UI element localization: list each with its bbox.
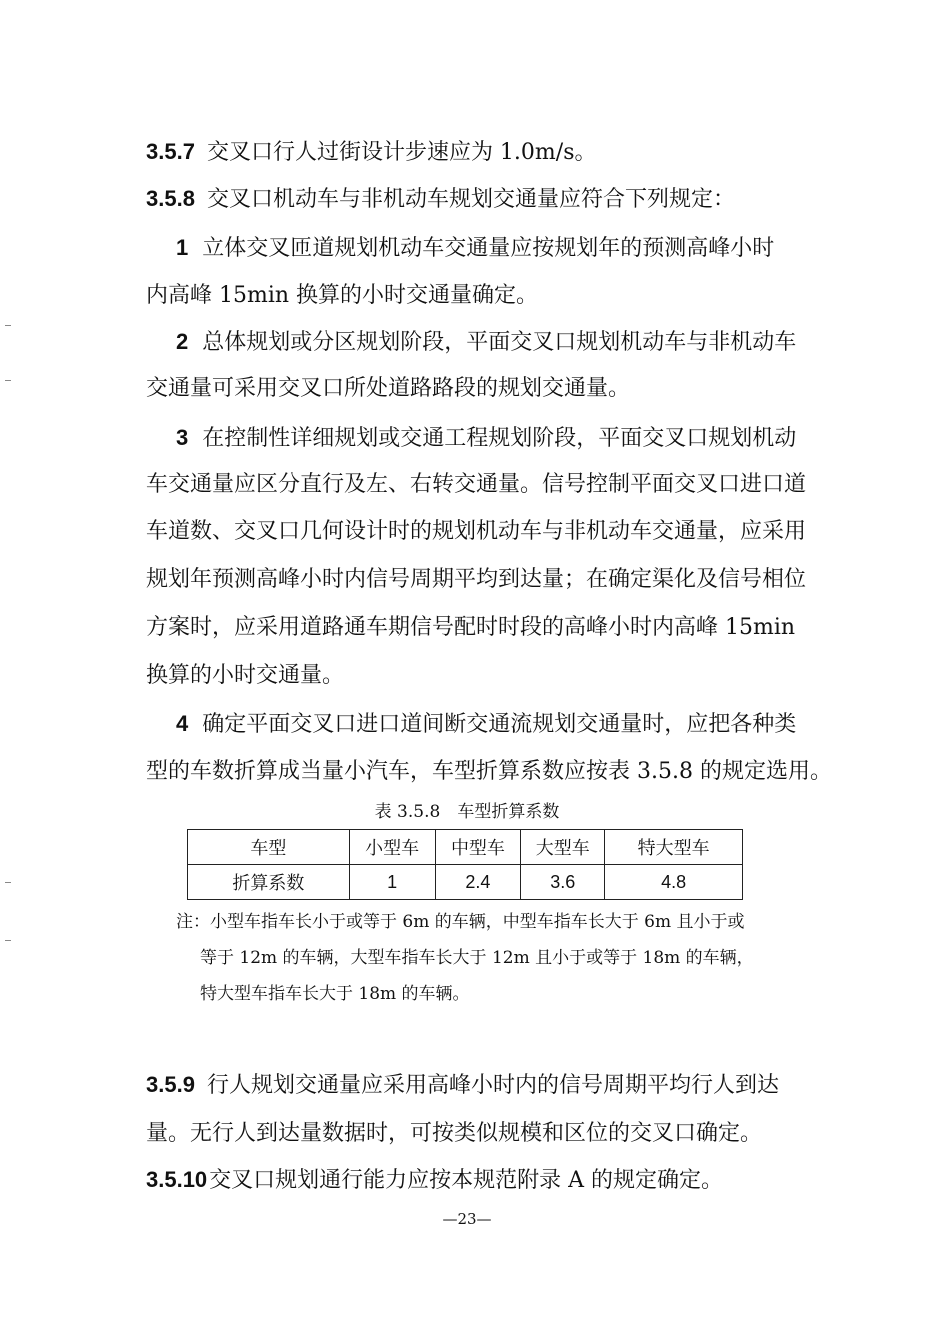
item-3-line-3: 车道数、交叉口几何设计时的规划机动车与非机动车交通量，应采用 bbox=[146, 519, 807, 544]
clause-3-5-7 bbox=[146, 137, 796, 168]
scan-speck bbox=[5, 325, 11, 326]
item-number: 3 bbox=[176, 425, 189, 450]
table-header-cell: 小型车 bbox=[349, 830, 435, 865]
clause-text: 交叉口机动车与非机动车规划交通量应符合下列规定： bbox=[206, 187, 735, 212]
table-row bbox=[188, 865, 743, 900]
clause-3-5-10 bbox=[146, 1165, 796, 1196]
item-4-line-2: 型的车数折算成当量小汽车，车型折算系数应按表 3.5.8 的规定选用。 bbox=[146, 759, 832, 784]
clause-number: 3.5.7 bbox=[146, 139, 195, 164]
item-3-line-5: 方案时，应采用道路通车期信号配时时段的高峰小时内高峰 15min bbox=[146, 615, 796, 640]
page-number: —23— bbox=[442, 1210, 492, 1228]
table-cell: 折算系数 bbox=[188, 865, 350, 900]
item-number: 1 bbox=[176, 235, 189, 260]
table-header-cell: 中型车 bbox=[435, 830, 521, 865]
table-header-cell: 车型 bbox=[188, 830, 350, 865]
clause-number: 3.5.10 bbox=[146, 1167, 208, 1192]
clause-number: 3.5.8 bbox=[146, 186, 195, 211]
scan-speck bbox=[5, 882, 11, 883]
item-text: 总体规划或分区规划阶段，平面交叉口规划机动车与非机动车 bbox=[202, 330, 797, 355]
table-note-line-3: 特大型车指车长大于 18m 的车辆。 bbox=[200, 984, 470, 1004]
item-2-line-2: 交通量可采用交叉口所处道路路段的规划交通量。 bbox=[146, 376, 631, 401]
clause-number: 3.5.9 bbox=[146, 1072, 195, 1097]
vehicle-conversion-table bbox=[187, 829, 743, 900]
table-header-cell: 大型车 bbox=[521, 830, 605, 865]
table-cell: 3.6 bbox=[521, 865, 605, 900]
clause-text: 交叉口行人过街设计步速应为 1.0m/s。 bbox=[206, 140, 597, 165]
item-3-line-4: 规划年预测高峰小时内信号周期平均到达量；在确定渠化及信号相位 bbox=[146, 567, 807, 592]
clause-3-5-9-line-2: 量。无行人到达量数据时，可按类似规模和区位的交叉口确定。 bbox=[146, 1121, 763, 1146]
table-note-line-1: 注：小型车指车长小于或等于 6m 的车辆，中型车指车长大于 6m 且小于或 bbox=[176, 912, 745, 932]
scan-speck bbox=[5, 380, 11, 381]
table-cell: 2.4 bbox=[435, 865, 521, 900]
item-number: 4 bbox=[176, 711, 189, 736]
item-4-line-1 bbox=[176, 709, 826, 740]
table-cell: 1 bbox=[349, 865, 435, 900]
item-number: 2 bbox=[176, 329, 189, 354]
item-3-line-1 bbox=[176, 423, 826, 454]
table-header-row bbox=[188, 830, 743, 865]
item-text: 立体交叉匝道规划机动车交通量应按规划年的预测高峰小时 bbox=[202, 236, 775, 261]
item-2-line-1 bbox=[176, 327, 826, 358]
item-1-line-1 bbox=[176, 233, 826, 264]
table-cell: 4.8 bbox=[605, 865, 743, 900]
item-3-line-2: 车交通量应区分直行及左、右转交通量。信号控制平面交叉口进口道 bbox=[146, 472, 807, 497]
item-1-line-2: 内高峰 15min 换算的小时交通量确定。 bbox=[146, 283, 539, 308]
clause-3-5-8 bbox=[146, 184, 796, 215]
item-text: 确定平面交叉口进口道间断交通流规划交通量时，应把各种类 bbox=[202, 712, 797, 737]
clause-3-5-9-line-1 bbox=[146, 1070, 796, 1101]
item-text: 在控制性详细规划或交通工程规划阶段，平面交叉口规划机动 bbox=[202, 426, 797, 451]
item-3-line-6: 换算的小时交通量。 bbox=[146, 663, 345, 688]
clause-text: 行人规划交通量应采用高峰小时内的信号周期平均行人到达 bbox=[206, 1073, 779, 1098]
table-note-line-2: 等于 12m 的车辆，大型车指车长大于 12m 且小于或等于 18m 的车辆， bbox=[200, 948, 754, 968]
scan-speck bbox=[5, 940, 11, 941]
clause-text: 交叉口规划通行能力应按本规范附录 A 的规定确定。 bbox=[209, 1168, 724, 1193]
table-header-cell: 特大型车 bbox=[605, 830, 743, 865]
table-caption: 表 3.5.8 车型折算系数 bbox=[374, 802, 560, 822]
